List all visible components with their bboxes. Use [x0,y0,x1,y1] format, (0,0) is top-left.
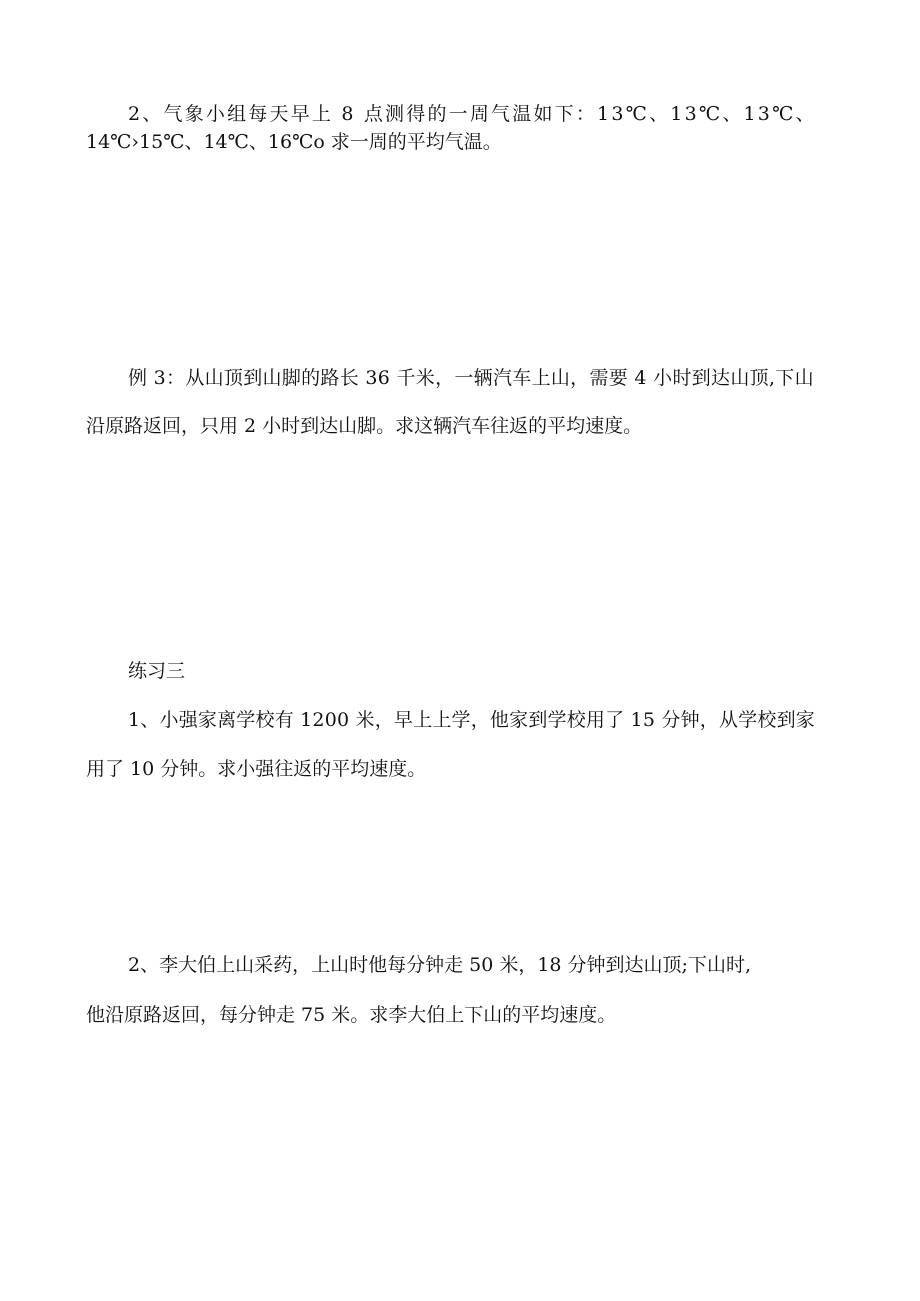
exercise3-heading: 练习三 [128,660,186,682]
example3-line2: 沿原路返回，只用 2 小时到达山脚。求这辆汽车往返的平均速度。 [86,415,643,437]
problem2-line1: 2、气象小组每天早上 8 点测得的一周气温如下：13℃、13℃、13℃、 [128,103,817,125]
exercise3-q2-line1: 2、李大伯上山采药，上山时他每分钟走 50 米，18 分钟到达山顶;下山时, [128,954,752,976]
problem2-line2: 14℃›15℃、14℃、16℃o 求一周的平均气温。 [86,131,502,153]
example3-line1: 例 3：从山顶到山脚的路长 36 千米，一辆汽车上山，需要 4 小时到达山顶,下山 [128,367,814,389]
exercise3-q1-line1: 1、小强家离学校有 1200 米，早上上学，他家到学校用了 15 分钟，从学校到家 [128,709,815,731]
exercise3-q1-line2: 用了 10 分钟。求小强往返的平均速度。 [86,758,427,780]
exercise3-q2-line2: 他沿原路返回，每分钟走 75 米。求李大伯上下山的平均速度。 [86,1004,617,1026]
